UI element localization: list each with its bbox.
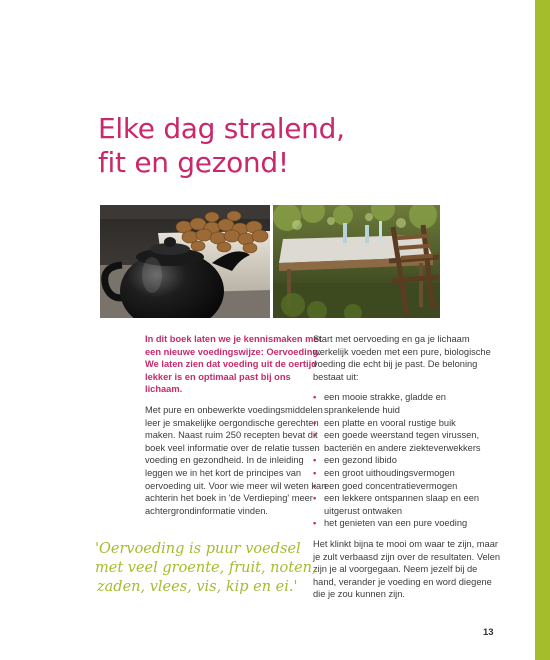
- title-line-2: fit en gezond!: [98, 146, 289, 179]
- quote-line-3: zaden, vlees, vis, kip en ei.': [97, 579, 298, 595]
- benefits-intro: Start met oervoeding en ga je lichaam werkelijk voeden met een pure, biologische voeding die echt bij je past. De beloning bestaat uit:: [313, 334, 491, 382]
- teapot-walnuts-photo: [100, 205, 270, 318]
- right-text-column: [313, 333, 503, 609]
- quote-line-1: 'Oervoeding is puur voedsel: [95, 541, 301, 557]
- garden-table-photo: [273, 205, 440, 318]
- pull-quote: [95, 540, 317, 597]
- benefit-item: • het genieten van een pure voeding: [313, 517, 503, 530]
- benefit-item: • een mooie strakke, gladde en sprankelende huid: [313, 391, 503, 416]
- page-number: 13: [483, 627, 494, 638]
- green-edge-bar: [535, 0, 550, 660]
- page-title: [98, 112, 345, 180]
- closing-paragraph: Het klinkt bijna te mooi om waar te zijn, maar je zult verbaasd zijn over de resultaten. Velen zijn je al voorgegaan. Neem jezelf bij de hand, verander je voeding en word diegene die je zou kunnen zijn.: [313, 538, 501, 600]
- quote-line-2: met veel groente, fruit, noten,: [95, 560, 317, 576]
- benefit-item: • een groot uithoudingsvermogen: [313, 467, 503, 480]
- intro-paragraph: In dit boek laten we je kennismaken met een nieuwe voedingswijze: Oervoeding. We laten zien dat voeding uit de oertijd lekker is en optimaal past bij ons lichaam.: [145, 334, 322, 395]
- benefits-list: [313, 391, 503, 530]
- title-line-1: Elke dag stralend,: [98, 112, 345, 145]
- left-text-column: [145, 333, 330, 525]
- benefit-item: • een gezond libido: [313, 454, 503, 467]
- benefit-item: • een goed concentratievermogen: [313, 480, 503, 493]
- body-paragraph: Met pure en onbewerkte voedingsmiddelen leer je smakelijke oergondische gerechten maken. Naast ruim 250 recepten bevat dit boek veel informatie over de relatie tussen voeding en gezondheid. In de inleiding leggen we in het kort de principes van oervoeding uit. Voor wie meer wil weten kan achterin het boek in 'de Verdieping' meer achtergrondinformatie vinden.: [145, 404, 327, 516]
- benefit-item: • een platte en vooral rustige buik: [313, 417, 503, 430]
- benefit-item: • een goede weerstand tegen virussen, bacteriën en andere ziekteverwekkers: [313, 429, 503, 454]
- benefit-item: • een lekkere ontspannen slaap en een uitgerust ontwaken: [313, 492, 503, 517]
